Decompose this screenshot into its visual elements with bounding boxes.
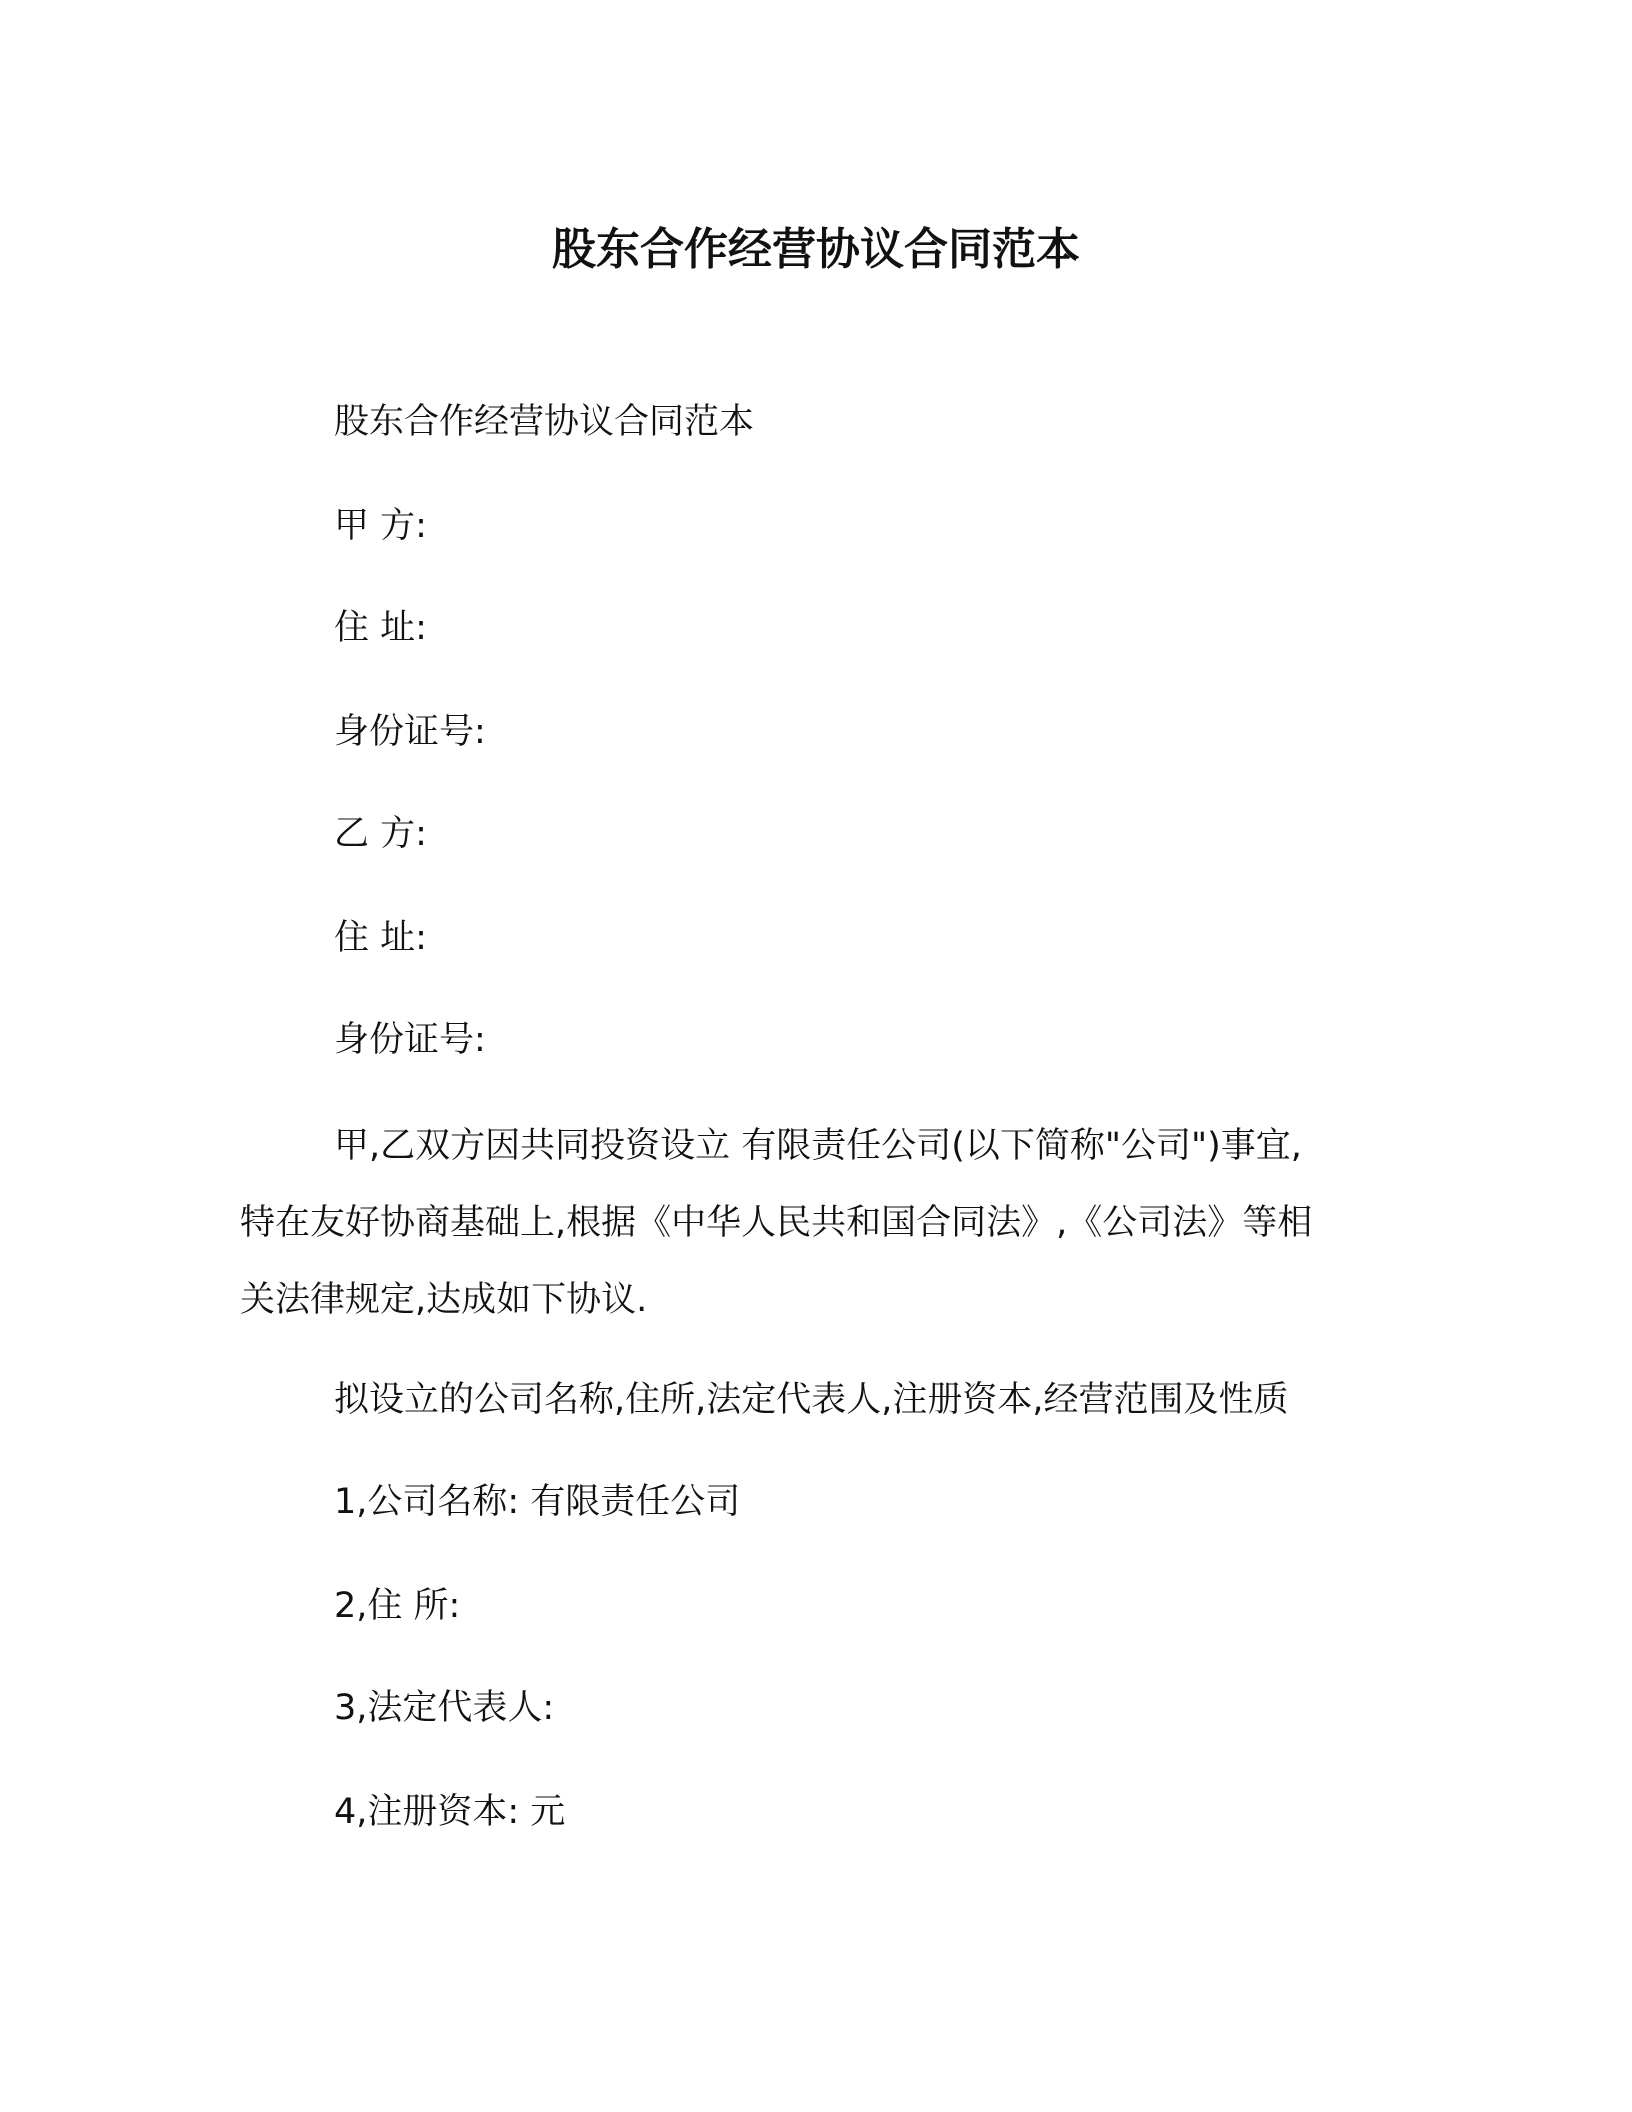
section-heading: 拟设立的公司名称,住所,法定代表人,注册资本,经营范围及性质: [334, 1380, 1289, 1420]
preamble-line-3: 关法律规定,达成如下协议.: [240, 1280, 648, 1320]
item-legal-representative: 3,法定代表人:: [334, 1688, 555, 1728]
party-a-label: 甲 方:: [334, 506, 427, 546]
document-subtitle: 股东合作经营协议合同范本: [334, 402, 755, 442]
party-b-address-label: 住 址:: [334, 918, 427, 958]
party-b-label: 乙 方:: [334, 814, 427, 854]
preamble-paragraph: [240, 1108, 1390, 1339]
party-a-address-label: 住 址:: [334, 608, 427, 648]
item-company-name: 1,公司名称: 有限责任公司: [334, 1482, 741, 1522]
document-title: 股东合作经营协议合同范本: [552, 224, 1080, 275]
item-domicile: 2,住 所:: [334, 1586, 461, 1626]
item-registered-capital: 4,注册资本: 元: [334, 1792, 566, 1832]
party-b-id-label: 身份证号:: [334, 1020, 486, 1060]
preamble-line-2: 特在友好协商基础上,根据《中华人民共和国合同法》,《公司法》等相: [240, 1203, 1313, 1243]
party-a-id-label: 身份证号:: [334, 712, 486, 752]
preamble-line-1: 甲,乙双方因共同投资设立 有限责任公司(以下简称"公司")事宜,: [334, 1126, 1302, 1166]
